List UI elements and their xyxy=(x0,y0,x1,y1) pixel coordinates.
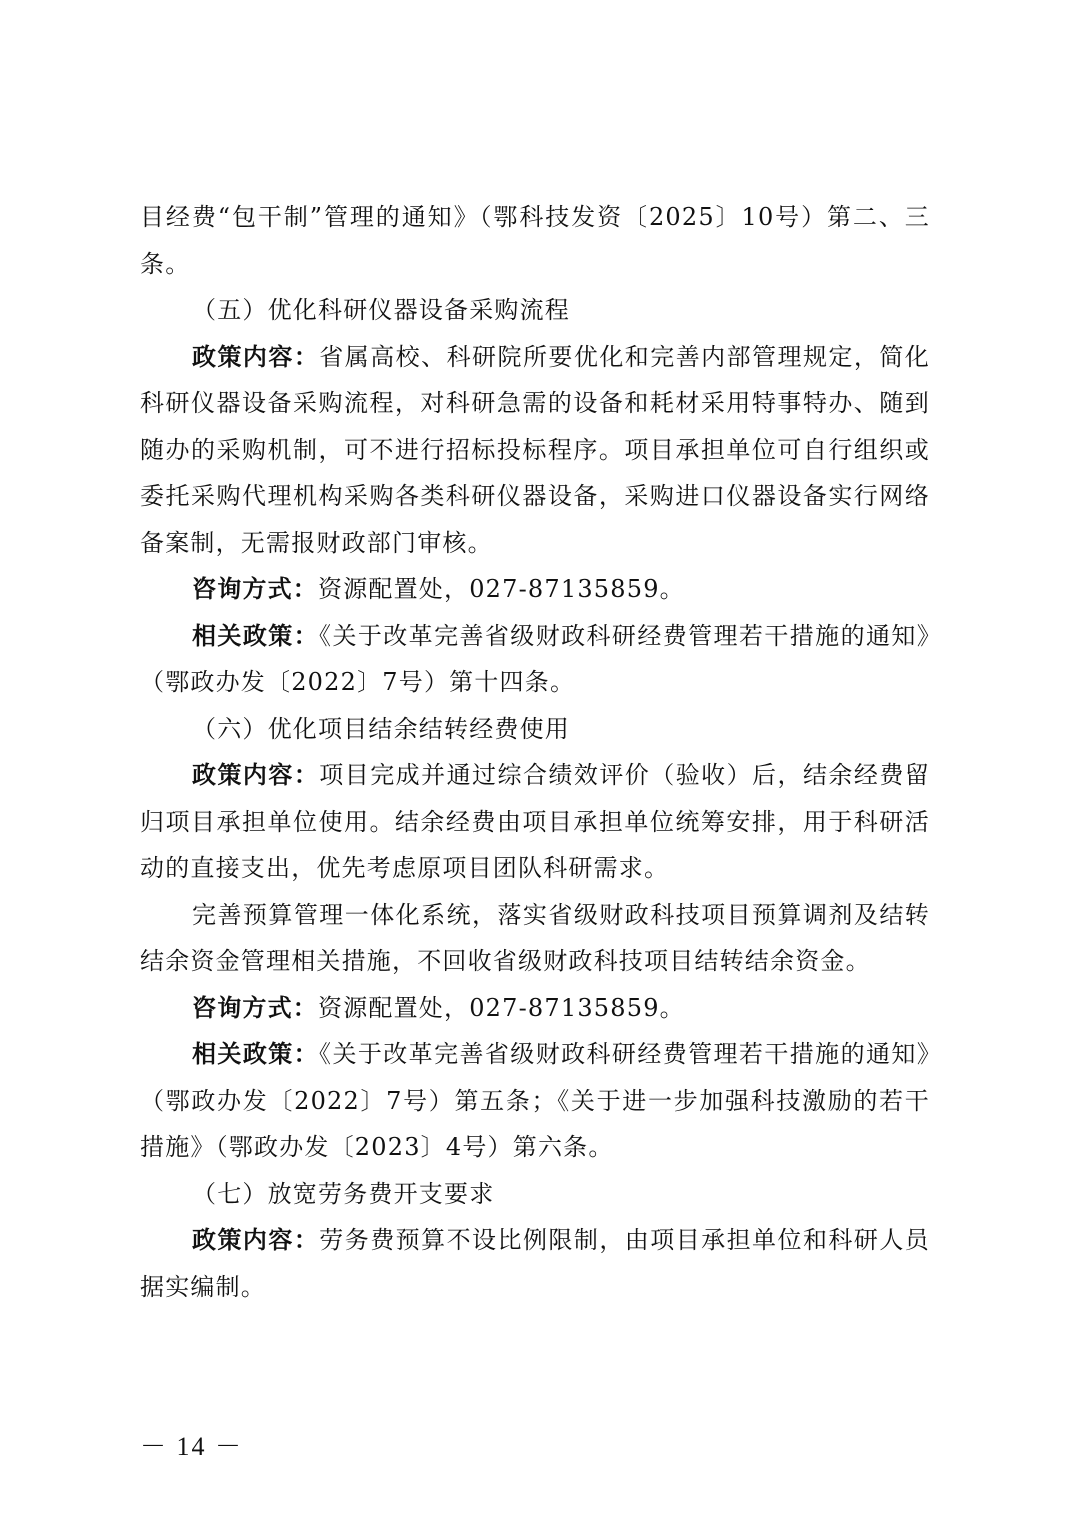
consultation-paragraph xyxy=(140,985,930,1032)
consultation-text: 资源配置处，027-87135859。 xyxy=(318,993,685,1022)
continuation-paragraph: 目经费“包干制”管理的通知》（鄂科技发资〔2025〕10号）第二、三条。 xyxy=(140,203,930,278)
related-policy-text: 《关于改革完善省级财政科研经费管理若干措施的通知》（鄂政办发〔2022〕7号）第十四条。 xyxy=(140,621,931,696)
section-heading-6: （六）优化项目结余结转经费使用 xyxy=(192,714,570,743)
consultation-label: 咨询方式： xyxy=(192,575,318,603)
policy-content-paragraph xyxy=(140,334,930,567)
related-policy-paragraph xyxy=(140,613,930,706)
consultation-label: 咨询方式： xyxy=(192,993,318,1022)
policy-content-label: 政策内容： xyxy=(192,1226,320,1254)
policy-content-label: 政策内容： xyxy=(192,342,320,371)
related-policy-text: 《关于改革完善省级财政科研经费管理若干措施的通知》（鄂政办发〔2022〕7号）第五条；《关于进一步加强科技激励的若干措施》（鄂政办发〔2023〕4号）第六条。 xyxy=(140,1040,931,1161)
policy-content-paragraph xyxy=(140,752,930,892)
body-paragraph: 完善预算管理一体化系统，落实省级财政科技项目预算调剂及结转结余资金管理相关措施，不回收省级财政科技项目结转结余资金。 xyxy=(140,900,930,975)
policy-content-text: 项目完成并通过综合绩效评价（验收）后，结余经费留归项目承担单位使用。结余经费由项目承担单位统筹安排，用于科研活动的直接支出，优先考虑原项目团队科研需求。 xyxy=(140,761,930,882)
consultation-paragraph xyxy=(140,566,930,613)
related-policy-paragraph xyxy=(140,1031,930,1171)
policy-content-text: 劳务费预算不设比例限制，由项目承担单位和科研人员据实编制。 xyxy=(140,1226,930,1301)
document-body xyxy=(140,194,930,1310)
consultation-text: 资源配置处，027-87135859。 xyxy=(318,575,685,603)
section-heading-7: （七）放宽劳务费开支要求 xyxy=(192,1179,495,1208)
related-policy-label: 相关政策： xyxy=(192,621,320,650)
policy-content-text: 省属高校、科研院所要优化和完善内部管理规定，简化科研仪器设备采购流程，对科研急需的设备和耗材采用特事特办、随到随办的采购机制，可不进行招标投标程序。项目承担单位可自行组织或委托采购代理机构采购各类科研仪器设备，采购进口仪器设备实行网络备案制，无需报财政部门审核。 xyxy=(140,342,930,557)
related-policy-label: 相关政策： xyxy=(192,1040,320,1068)
section-heading-5: （五）优化科研仪器设备采购流程 xyxy=(192,296,570,324)
page-number: － 14 － xyxy=(140,1432,244,1461)
policy-content-label: 政策内容： xyxy=(192,761,320,789)
policy-content-paragraph xyxy=(140,1217,930,1310)
